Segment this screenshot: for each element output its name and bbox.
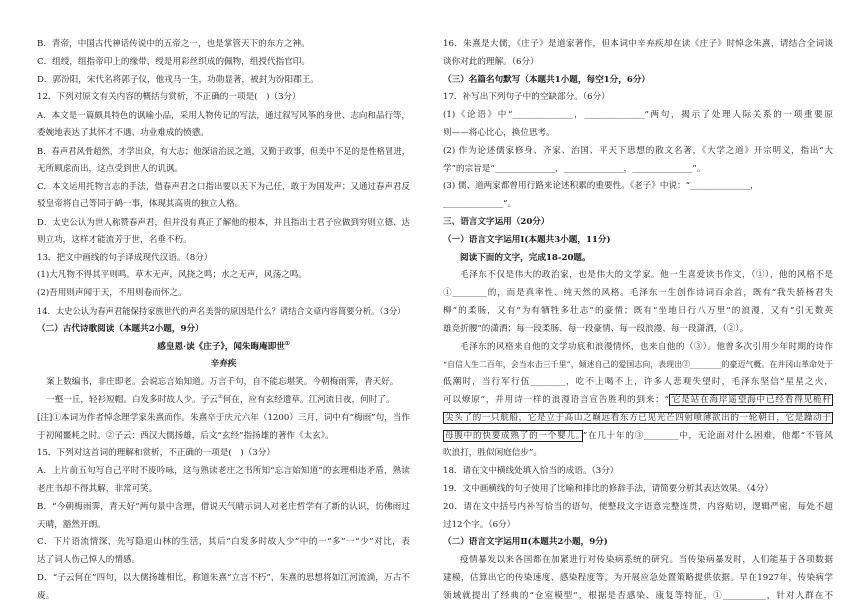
q15-option-a-line2: 老庄书却不得其解，非常可笑。 (37, 483, 158, 494)
language-sub2-heading: （二）语言文字运用Ⅱ(本题共2小题，9分) (443, 537, 608, 548)
q19-stem: 19．文中画横线的句子使用了比喻和排比的修辞手法，请简要分析其表达效果。（4分） (443, 483, 774, 494)
q16-stem-line2: 谈你对此的理解。（6分） (443, 56, 539, 67)
q17-item2-line2: 学”的宗旨是“______________，______________，______________”。 (443, 163, 706, 174)
passage2-line1: 疫情暴发以来各国都在加紧进行对传染病系统的研究。当传染病暴发时，人们能基于各项数据 (460, 555, 833, 566)
passage-para2-line3: 低潮时，当行军行伍________，吃不上喝不上，许多人悲观失望时，毛泽东坚信“星星之火， (443, 377, 833, 388)
poem-stanza-2 (37, 392, 410, 410)
passage-text: ”在几十年的③________中，无论面对什么困难，他都“不管风 (582, 430, 833, 441)
q20-stem-line2: 过12个字。（6分） (443, 519, 516, 530)
poetry-section-heading: （二）古代诗歌阅读（本题共2小题，9分） (37, 323, 204, 334)
q12-option-b-line2: 无所顾虑而出，这点受到世人的讥讽。 (37, 163, 184, 174)
passage-para2-line7: 吹浪打，胜似闲庭信步”。 (443, 448, 542, 459)
poem-stanza-2-part2: 何在，应有玄经遗草。江河流日夜，何时了。 (222, 394, 395, 405)
q12-option-c-line2: 驳皇帝将自己等同于鹤一事，体现其高贵的独立人格。 (37, 199, 244, 210)
q20-stem-line1: 20．请在文中括号内补写恰当的语句，使整段文字语意完整连贯，内容贴切，逻辑严密，每处不超 (443, 501, 833, 512)
q12-option-a-line2: 委婉地表达了其怀才不遇、功业难成的愤懑。 (37, 127, 209, 138)
poem-author: 辛弃疾 (210, 359, 237, 370)
q15-option-b-line2: 天晴，豁然开朗。 (37, 519, 106, 530)
poem-title-text: 感皇恩·读《庄子》，闻朱晦庵即世 (157, 341, 285, 352)
q17-stem: 17．补写出下列句子中的空缺部分。（6分） (443, 92, 610, 103)
passage-text: 可以燎原”，并用诗一样的浪漫语言宣告胜利的到来：“ (443, 394, 670, 405)
reading-instruction: 阅读下面的文字，完成18-20题。 (460, 252, 591, 263)
q14-stem: 14．太史公认为春声君能保持家族世代的声名美誉的原因是什么？请结合文章内容简要分析。（3分） (37, 305, 406, 316)
dictation-section-heading: （三）名篇名句默写（本题共1小题，每空1分，6分） (443, 74, 651, 85)
q17-item3-line2: ______________”。 (443, 199, 517, 210)
passage-para1-line4: 雄竞折腰”的潇洒；每一段柔肠、每一段豪情、每一段浪漫、每一段潇洒，（②）。 (443, 323, 749, 334)
q17-item2-line1: (2) 作为论述儒家修身、齐家、治国、平天下思想的散文名著，《大学之道》开宗明义，指出“大 (443, 145, 833, 156)
q15-option-c-line2: 达了词人伤己悼人的情感。 (37, 555, 141, 566)
language-section-heading: 三、语言文字运用（20分） (443, 216, 550, 227)
q15-stem: 15．下列对这首词的理解和赏析，不正确的一项是( )（3分） (37, 448, 275, 459)
q15-option-c-line1: C．下片语流情深，先写隐退山林的生活，其后“白发多时故人少”中的一“多”一“少”对比，表 (37, 537, 410, 548)
q12-stem: 12．下列对原文有关内容的概括与赏析，不正确的一项是( )（3分） (37, 92, 301, 103)
underlined-sentence: 母腹中的快要成熟了的一个婴儿。 (445, 430, 581, 441)
underlined-sentence: 它是站在海岸遥望海中已经看得见桅杆 (671, 394, 831, 405)
underlined-sentence: 尖头了的一只航船，它是立于高山之巅远看东方已见光芒四射喷薄欲出的一轮朝日，它是躁动于 (445, 412, 831, 423)
q13-stem: 13．把文中画线的句子译成现代汉语。（8分） (37, 252, 213, 263)
passage-para1-line2: ①________的，而是真率性、纯天然的风格。毛泽东一生创作诗词百余首，既有“我失骄杨君失 (443, 288, 833, 299)
q13-sentence-1: (1)大凡物不得其平则鸣。草木无声，风挠之鸣；水之无声，风荡之鸣。 (37, 270, 307, 281)
q11-option-d: D．郭汾阳，宋代名将郭子仪，他戎马一生，功勋显著，被封为汾阳郡王。 (37, 74, 319, 85)
passage2-line3: 领域就提出了经典的“仓室模型”，根据是否感染、康复等特征，①__________，针对人群在不 (443, 590, 833, 601)
q17-item1-line1: (1)《论语》中“______________，______________”两句，揭示了处理人际关系的一项重要原 (443, 110, 833, 121)
poem-stanza-2-part1: 一壑一丘，轻衫短帽。白发多时故人少。子云 (46, 394, 218, 405)
q12-option-d-line2: 则立功，这样才能流芳于世，名垂不朽。 (37, 234, 192, 245)
poem-notes-line2: 于初闻噩耗之时。②子云：西汉大儒扬雄，后文“玄经”指扬雄的著作《太玄》。 (37, 430, 334, 441)
q17-item1-line2: 则——将心比心，换位思考。 (443, 127, 555, 138)
q15-option-d-line1: D．“子云何在”四句，以大儒扬雄相比，称道朱熹“立言不朽”，朱熹的思想将如江河流淌，万古不 (37, 572, 410, 583)
q11-option-c: C．组绶，组指帝印上的缘带，绶是用彩丝织成的佩物，组授代指官印。 (37, 56, 310, 67)
footnote-marker: ① (284, 340, 290, 347)
q18-stem: 18．请在文中横线处填入恰当的成语。（3分） (443, 466, 619, 477)
q15-option-d-line2: 废。 (37, 590, 55, 601)
q12-option-b-line1: B．春声君风骨超然，才学出众，有大志；他深谙治民之道，又勤于政事，但美中不足的是性格冒进， (37, 145, 410, 156)
passage-para2-line5 (443, 410, 833, 428)
q11-option-b: B．青帝，中国古代神话传说中的五帝之一，也是掌管天下的东方之神。 (37, 39, 310, 49)
passage-para2-line2: “自信人生二百年，会当水击三千里”，倾述自己的爱国志向，表现出②________的豪迈气概。在井冈山革命处于 (443, 360, 833, 370)
passage-para1-line3: 柳”的柔肠，又有“为有牺牲多壮志”的豪情；既有“坐地日行八万里”的浪漫，又有“引无数英 (443, 305, 833, 316)
q12-option-c-line1: C．本文运用托物言志的手法，借春声君之口指出要以天下为己任，敢于为国发声；又通过春声君反 (37, 181, 410, 192)
footnote-marker: ② (217, 394, 223, 401)
q12-option-a-line1: A．本文是一篇颇具特色的讽喻小品，采用人物传记的写法，通过叙写风筝的身世、志向和品行等， (37, 110, 410, 121)
language-sub1-heading: （一）语言文字运用Ⅰ(本题共3小题，11分) (443, 234, 611, 245)
passage-para2-line6 (443, 428, 833, 446)
passage-para2-line4 (443, 392, 833, 410)
passage2-line2: 建模，估算出它的传染速度、感染程度等，为开展应急处置策略提供依据。早在1927年，传染病学 (443, 572, 833, 583)
q13-sentence-2: (2)吾用则声闻于天，不用则卷而怀之。 (37, 288, 187, 299)
right-column (443, 36, 833, 606)
passage-para2-line1: 毛泽东的风格来自他的文学功底和浪漫情怀，也来自他的（③）。他曾多次引用少年时期的诗作 (460, 341, 833, 352)
poem-stanza-1: 案上数编书，非庄即老。会说忘言始知道。万言千句，自不能忘堪笑。今朝梅雨霁，青天好。 (46, 377, 399, 388)
q15-option-a-line1: A．上片前五句写自己平时不废吟咏，这与熟读老庄之书所知“忘言始知道”的玄理相违矛盾，熟读 (37, 466, 410, 477)
q12-option-d-line1: D．太史公认为世人称赞春声君，但并没有真正了解他的根本，并且指出士君子应做到穷则立德、达 (37, 216, 410, 227)
q15-option-b-line1: B．“今朝梅雨霁，青天好”两句景中含理，借说天气晴示词人对老庄哲学有了新的认识，仿佛雨过 (37, 501, 410, 512)
left-column (37, 36, 410, 606)
q17-item3-line1: (3) 儒、道两家都曾用行路来论述积累的重要性。《老子》中说：“______________， (443, 181, 759, 192)
poem-title (37, 339, 410, 357)
passage-para1-line1: 毛泽东不仅是伟大的政治家，也是伟大的文学家。他一生喜爱读书作文，（①），他的风格不是 (460, 270, 833, 281)
poem-notes-line1: [注]①本词为作者悼念理学家朱熹而作。朱熹卒于庆元六年（1200）三月，词中有“梅雨”句，当作 (37, 412, 410, 423)
q16-stem-line1: 16．朱熹是大儒，《庄子》是道家著作，但本词中辛弃疾却在读《庄子》时悼念朱熹，请结合全词谈 (443, 39, 833, 49)
